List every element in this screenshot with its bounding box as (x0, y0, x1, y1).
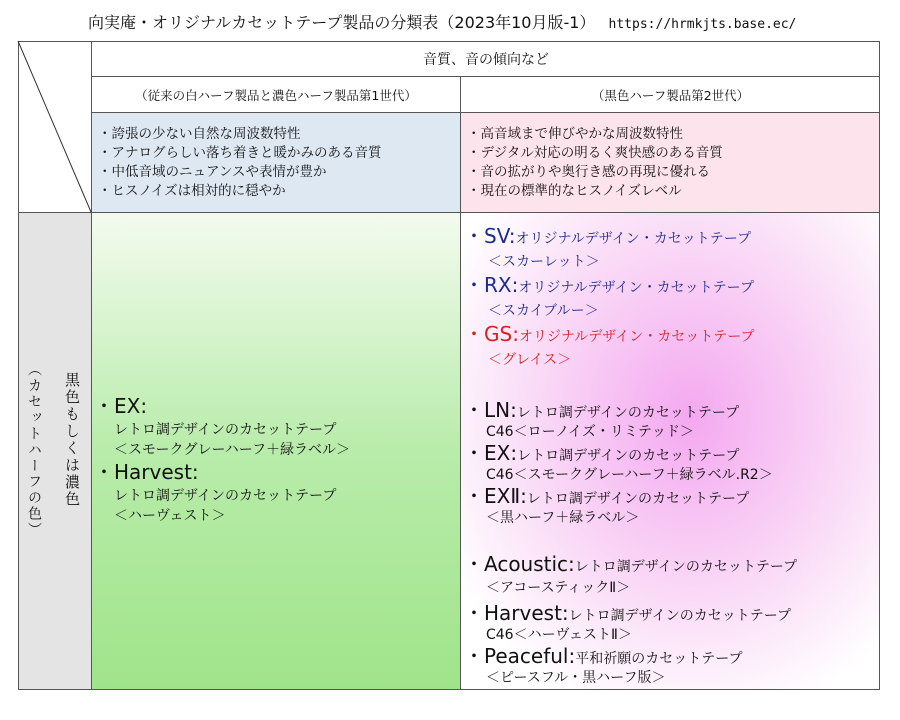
product-desc: オリジナルデザイン・カセットテープ (518, 329, 755, 345)
product-desc: レトロ調デザインのカセットテープ (517, 448, 740, 464)
product-sub: ＜スカーレット＞ (488, 254, 600, 270)
list-item: ・中低音域のニュアンスや表情が豊か (98, 164, 327, 180)
title-text: 向実庵・オリジナルカセットテープ製品の分類表（2023年10月版-1） (88, 13, 596, 32)
header-col-left: （従来の白ハーフ製品と濃色ハーフ製品第1世代） (135, 87, 417, 103)
product-desc: レトロ調デザインのカセットテープ (114, 422, 337, 438)
product-sub: ＜アコースティックⅡ＞ (486, 580, 631, 596)
features-left (92, 113, 460, 201)
product-code: ・Acoustic: (464, 552, 575, 576)
product-sub: ＜黒ハーフ＋緑ラベル＞ (486, 510, 640, 526)
product-desc: レトロ調デザインのカセットテープ (568, 608, 791, 624)
product-code: ・SV: (464, 224, 516, 248)
product-desc: レトロ調デザインのカセットテープ (516, 405, 740, 421)
list-item: ・高音域まで伸びやかな周波数特性 (467, 126, 683, 142)
product-code: ・LN: (464, 398, 517, 422)
product-code: ・RX: (464, 273, 519, 297)
product-code: ・Peaceful: (464, 644, 576, 668)
product-code: ・EXⅡ: (464, 484, 527, 508)
product-right-rx (464, 269, 754, 320)
product-right-ln (464, 394, 739, 441)
product-code: ・Harvest: (94, 460, 199, 484)
product-desc: 平和祈願のカセットテープ (575, 651, 743, 667)
product-desc: レトロ調デザインのカセットテープ (526, 491, 750, 507)
product-right-peaceful (464, 640, 743, 687)
list-item: ・デジタル対応の明るく爽快感のある音質 (467, 145, 723, 161)
product-code: ・EX: (94, 394, 148, 418)
product-sub: ＜スカイブルー＞ (488, 303, 599, 319)
product-sub: C46＜スモークグレーハーフ＋緑ラベル.R2＞ (486, 467, 773, 483)
product-sub: ＜ハーヴェスト＞ (114, 508, 226, 524)
row-label-main: 黒色もしくは濃色 (63, 372, 81, 508)
product-right-harvest (464, 597, 791, 644)
product-right-sv (464, 220, 751, 271)
product-sub: C46＜ハーヴェストⅡ＞ (486, 627, 632, 643)
list-item: ・誇張の少ない自然な周波数特性 (98, 126, 301, 142)
list-item: ・アナログらしい落ち着きと暖かみのある音質 (98, 145, 382, 161)
product-sub: C46＜ローノイズ・リミテッド＞ (486, 424, 694, 440)
header-col-right: （黒色ハーフ製品第2世代） (591, 87, 750, 103)
product-desc: レトロ調デザインのカセットテープ (114, 488, 337, 504)
list-item: ・音の拡がりや奥行き感の再現に優れる (467, 164, 710, 180)
product-left-ex (94, 390, 350, 459)
product-code: ・GS: (464, 322, 519, 346)
title-url: https://hrmkjts.base.ec/ (608, 17, 797, 32)
header-top: 音質、音の傾向など (423, 52, 549, 68)
product-desc: オリジナルデザイン・カセットテープ (515, 231, 752, 247)
product-right-gs (464, 318, 755, 369)
product-sub: ＜スモークグレーハーフ＋緑ラベル＞ (114, 442, 351, 458)
list-item: ・ヒスノイズは相対的に穏やか (98, 183, 286, 199)
row-label-sub: （カセットハーフの色） (26, 362, 42, 538)
product-desc: オリジナルデザイン・カセットテープ (518, 280, 754, 296)
product-code: ・EX: (464, 441, 518, 465)
product-sub: ＜グレイス＞ (488, 352, 572, 368)
product-desc: レトロ調デザインのカセットテープ (574, 559, 798, 575)
product-right-ex2 (464, 480, 749, 527)
features-right (461, 113, 880, 201)
product-right-acoustic (464, 548, 797, 597)
product-left-harvest (94, 456, 336, 525)
list-item: ・現在の標準的なヒスノイズレベル (467, 183, 682, 199)
product-right-ex (464, 437, 773, 484)
product-code: ・Harvest: (464, 601, 569, 625)
product-sub: ＜ピースフル・黒ハーフ版＞ (486, 670, 666, 686)
